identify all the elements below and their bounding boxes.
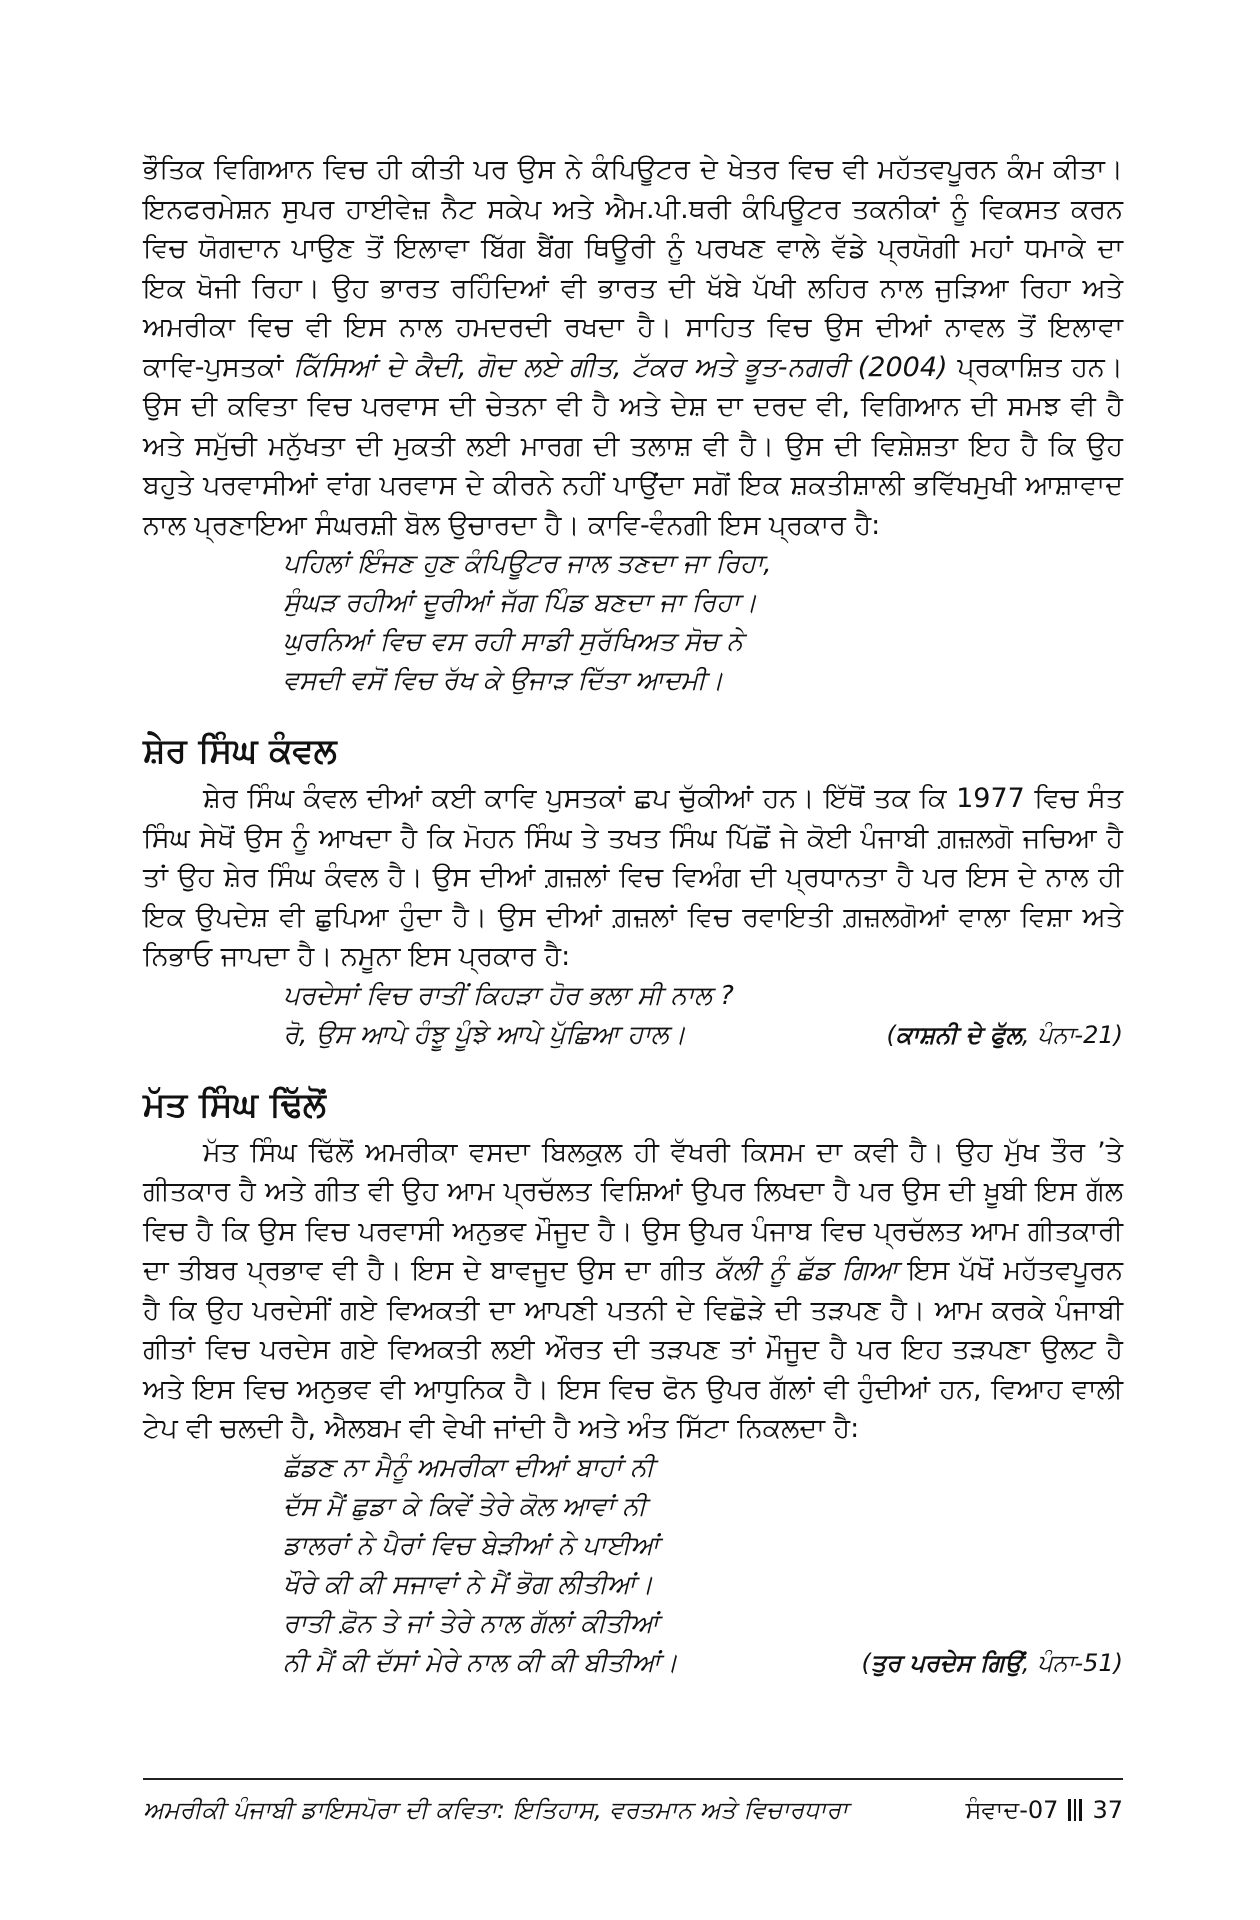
verse-line: ਖੌਰੇ ਕੀ ਕੀ ਸਜਾਵਾਂ ਨੇ ਮੈਂ ਭੋਗ ਲੀਤੀਆਂ। — [283, 1569, 654, 1600]
page-number: 37 — [1092, 1796, 1123, 1824]
footer — [143, 1790, 1123, 1830]
book-titles: ਕਿੱਸਿਆਂ ਦੇ ਕੈਦੀ, ਗੋਦ ਲਏ ਗੀਤ, ਟੱਕਰ ਅਤੇ ਭੂਤ-ਨਗਰੀ (2004) — [292, 351, 948, 383]
footer-right — [965, 1796, 1123, 1824]
verse-line: ਛੱਡਣ ਨਾ ਮੈਨੂੰ ਅਮਰੀਕਾ ਦੀਆਂ ਬਾਹਾਂ ਨੀ — [283, 1452, 655, 1483]
cite-open: ( — [861, 1648, 871, 1677]
cite-page: , ਪੰਨਾ-51) — [1021, 1648, 1123, 1677]
footer-rule — [143, 1778, 1123, 1780]
verse-block-3 — [143, 1449, 1123, 1683]
verse-block-2 — [143, 977, 1123, 1055]
song-title: ਕੱਲੀ ਨੂੰ ਛੱਡ ਗਿਆ — [714, 1255, 899, 1286]
section-heading-sher-singh-kanwal: ਸ਼ੇਰ ਸਿੰਘ ਕੰਵਲ — [143, 731, 337, 771]
citation — [887, 1016, 1123, 1055]
verse-line: ਘੁਰਨਿਆਂ ਵਿਚ ਵਸ ਰਹੀ ਸਾਡੀ ਸੁਰੱਖਿਅਤ ਸੋਚ ਨੇ — [283, 627, 743, 657]
verse-line: ਨੀ ਮੈਂ ਕੀ ਦੱਸਾਂ ਮੇਰੇ ਨਾਲ ਕੀ ਕੀ ਬੀਤੀਆਂ। — [283, 1647, 678, 1678]
section-heading-matt-singh-dhillon: ਮੱਤ ਸਿੰਘ ਢਿੱਲੋਂ — [143, 1084, 326, 1125]
verse-line: ਵਸਦੀ ਵਸੋਂ ਵਿਚ ਰੱਖ ਕੇ ਉਜਾੜ ਦਿੱਤਾ ਆਦਮੀ। — [283, 666, 724, 696]
verse-line: ਰਾਤੀ ਫ਼ੋਨ ਤੇ ਜਾਂ ਤੇਰੇ ਨਾਲ ਗੱਲਾਂ ਕੀਤੀਆਂ — [283, 1608, 659, 1639]
verse-line: ਡਾਲਰਾਂ ਨੇ ਪੈਰਾਂ ਵਿਚ ਬੇੜੀਆਂ ਨੇ ਪਾਈਆਂ — [283, 1530, 659, 1561]
section2-paragraph — [143, 1133, 1123, 1449]
verse-line-with-citation — [283, 1016, 1123, 1055]
intro-paragraph — [143, 150, 1123, 545]
verse-line: ਰੋ, ਉਸ ਆਪੇ ਹੰਝੂ ਪੂੰਝੇ ਆਪੇ ਪੁੱਛਿਆ ਹਾਲ। — [283, 1019, 686, 1050]
verse-line: ਦੱਸ ਮੈਂ ਛੁਡਾ ਕੇ ਕਿਵੇਂ ਤੇਰੇ ਕੋਲ ਆਵਾਂ ਨੀ — [283, 1491, 647, 1522]
section1-paragraph: ਸ਼ੇਰ ਸਿੰਘ ਕੰਵਲ ਦੀਆਂ ਕਈ ਕਾਵਿ ਪੁਸਤਕਾਂ ਛਪ ਚੁੱਕੀਆਂ ਹਨ। ਇੱਥੋਂ ਤਕ ਕਿ 1977 ਵਿਚ ਸੰਤ ਸਿੰਘ ਸੇਖੋਂ ਉਸ ਨੂੰ ਆਖਦਾ ਹੈ ਕਿ ਮੋਹਨ ਸਿੰਘ ਤੇ ਤਖਤ ਸਿੰਘ ਪਿੱਛੋਂ ਜੇ ਕੋਈ ਪੰਜਾਬੀ ਗ਼ਜ਼ਲਗੋ ਜਚਿਆ ਹੈ ਤਾਂ ਉਹ ਸ਼ੇਰ ਸਿੰਘ ਕੰਵਲ ਹੈ। ਉਸ ਦੀਆਂ ਗ਼ਜ਼ਲਾਂ ਵਿਚ ਵਿਅੰਗ ਦੀ ਪ੍ਰਧਾਨਤਾ ਹੈ ਪਰ ਇਸ ਦੇ ਨਾਲ ਹੀ ਇਕ ਉਪਦੇਸ਼ ਵੀ ਛੁਪਿਆ ਹੁੰਦਾ ਹੈ। ਉਸ ਦੀਆਂ ਗ਼ਜ਼ਲਾਂ ਵਿਚ ਰਵਾਇਤੀ ਗ਼ਜ਼ਲਗੋਆਂ ਵਾਲਾ ਵਿਸ਼ਾ ਅਤੇ ਨਿਭਾਓ ਜਾਪਦਾ ਹੈ। ਨਮੂਨਾ ਇਸ ਪ੍ਰਕਾਰ ਹੈ: — [143, 783, 1123, 972]
footer-book-title: ਅਮਰੀਕੀ ਪੰਜਾਬੀ ਡਾਇਸਪੋਰਾ ਦੀ ਕਵਿਤਾ: ਇਤਿਹਾਸ, ਵਰਤਮਾਨ ਅਤੇ ਵਿਚਾਰਧਾਰਾ — [143, 1796, 848, 1824]
text-run: ਮੱਤ ਸਿੰਘ ਢਿੱਲੋਂ ਅਮਰੀਕਾ ਵਸਦਾ ਬਿਲਕੁਲ ਹੀ ਵੱਖਰੀ ਕਿਸਮ ਦਾ ਕਵੀ ਹੈ। ਉਹ ਮੁੱਖ ਤੌਰ ’ਤੇ ਗੀਤਕਾਰ ਹੈ ਅਤੇ ਗੀਤ ਵੀ ਉਹ ਆਮ ਪ੍ਰਚੱਲਤ ਵਿਸ਼ਿਆਂ ਉਪਰ ਲਿਖਦਾ ਹੈ ਪਰ ਉਸ ਦੀ ਖ਼ੂਬੀ ਇਸ ਗੱਲ ਵਿਚ ਹੈ ਕਿ ਉਸ ਵਿਚ ਪਰਵਾਸੀ ਅਨੁਭਵ ਮੌਜੂਦ ਹੈ। ਉਸ ਉਪਰ ਪੰਜਾਬ ਵਿਚ ਪ੍ਰਚੱਲਤ ਆਮ ਗੀਤਕਾਰੀ ਦਾ ਤੀਬਰ ਪ੍ਰਭਾਵ ਵੀ ਹੈ। ਇਸ ਦੇ ਬਾਵਜੂਦ ਉਸ ਦਾ ਗੀਤ — [143, 1136, 1123, 1286]
verse-line-with-citation — [283, 1644, 1123, 1683]
verse-line: ਪਰਦੇਸਾਂ ਵਿਚ ਰਾਤੀਂ ਕਿਹੜਾ ਹੋਰ ਭਲਾ ਸੀ ਨਾਲ ? — [283, 980, 734, 1011]
cite-open: ( — [886, 1020, 896, 1049]
cite-title: ਤੁਰ ਪਰਦੇਸ ਗਿਉਂ — [870, 1648, 1022, 1677]
footer-issue: ਸੰਵਾਦ-07 — [965, 1796, 1059, 1824]
text-run: ਭੌਤਿਕ ਵਿਗਿਆਨ ਵਿਚ ਹੀ ਕੀਤੀ ਪਰ ਉਸ ਨੇ ਕੰਪਿਊਟਰ ਦੇ ਖੇਤਰ ਵਿਚ ਵੀ ਮਹੱਤਵਪੂਰਨ ਕੰਮ ਕੀਤਾ। ਇਨਫਰਮੇਸ਼ਨ ਸੁਪਰ ਹਾਈਵੇਜ਼ ਨੈਟ ਸਕੇਪ ਅਤੇ ਐਮ.ਪੀ.ਥਰੀ ਕੰਪਿਊਟਰ ਤਕਨੀਕਾਂ ਨੂੰ ਵਿਕਸਤ ਕਰਨ ਵਿਚ ਯੋਗਦਾਨ ਪਾਉਣ ਤੋਂ ਇਲਾਵਾ ਬਿੱਗ ਬੈਂਗ ਥਿਊਰੀ ਨੂੰ ਪਰਖਣ ਵਾਲੇ ਵੱਡੇ ਪ੍ਰਯੋਗੀ ਮਹਾਂ ਧਮਾਕੇ ਦਾ ਇਕ ਖੋਜੀ ਰਿਹਾ। ਉਹ ਭਾਰਤ ਰਹਿੰਦਿਆਂ ਵੀ ਭਾਰਤ ਦੀ ਖੱਬੇ ਪੱਖੀ ਲਹਿਰ ਨਾਲ ਜੁੜਿਆ ਰਿਹਾ ਅਤੇ ਅਮਰੀਕਾ ਵਿਚ ਵੀ ਇਸ ਨਾਲ ਹਮਦਰਦੀ ਰਖਦਾ ਹੈ। ਸਾਹਿਤ ਵਿਚ ਉਸ ਦੀਆਂ ਨਾਵਲ ਤੋਂ ਇਲਾਵਾ ਕਾਵਿ-ਪੁਸਤਕਾਂ — [143, 154, 1123, 383]
verse-block-1 — [143, 545, 1123, 701]
text-run: ਇਸ ਪੱਖੋਂ ਮਹੱਤਵਪੂਰਨ ਹੈ ਕਿ ਉਹ ਪਰਦੇਸੀਂ ਗਏ ਵਿਅਕਤੀ ਦਾ ਆਪਣੀ ਪਤਨੀ ਦੇ ਵਿਛੋੜੇ ਦੀ ਤੜਪਣ ਹੈ। ਆਮ ਕਰਕੇ ਪੰਜਾਬੀ ਗੀਤਾਂ ਵਿਚ ਪਰਦੇਸ ਗਏ ਵਿਅਕਤੀ ਲਈ ਔਰਤ ਦੀ ਤੜਪਣ ਤਾਂ ਮੌਜੂਦ ਹੈ ਪਰ ਇਹ ਤੜਪਣਾ ਉਲਟ ਹੈ ਅਤੇ ਇਸ ਵਿਚ ਅਨੁਭਵ ਵੀ ਆਧੁਨਿਕ ਹੈ। ਇਸ ਵਿਚ ਫੋਨ ਉਪਰ ਗੱਲਾਂ ਵੀ ਹੁੰਦੀਆਂ ਹਨ, ਵਿਆਹ ਵਾਲੀ ਟੇਪ ਵੀ ਚਲਦੀ ਹੈ, ਐਲਬਮ ਵੀ ਵੇਖੀ ਜਾਂਦੀ ਹੈ ਅਤੇ ਅੰਤ ਸਿੱਟਾ ਨਿਕਲਦਾ ਹੈ: — [143, 1255, 1124, 1444]
text-run: ਪ੍ਰਕਾਸ਼ਿਤ ਹਨ। ਉਸ ਦੀ ਕਵਿਤਾ ਵਿਚ ਪਰਵਾਸ ਦੀ ਚੇਤਨਾ ਵੀ ਹੈ ਅਤੇ ਦੇਸ਼ ਦਾ ਦਰਦ ਵੀ, ਵਿਗਿਆਨ ਦੀ ਸਮਝ ਵੀ ਹੈ ਅਤੇ ਸਮੁੱਚੀ ਮਨੁੱਖਤਾ ਦੀ ਮੁਕਤੀ ਲਈ ਮਾਰਗ ਦੀ ਤਲਾਸ਼ ਵੀ ਹੈ। ਉਸ ਦੀ ਵਿਸ਼ੇਸ਼ਤਾ ਇਹ ਹੈ ਕਿ ਉਹ ਬਹੁਤੇ ਪਰਵਾਸੀਆਂ ਵਾਂਗ ਪਰਵਾਸ ਦੇ ਕੀਰਨੇ ਨਹੀਂ ਪਾਉਂਦਾ ਸਗੋਂ ਇਕ ਸ਼ਕਤੀਸ਼ਾਲੀ ਭਵਿੱਖਮੁਖੀ ਆਸ਼ਾਵਾਦ ਨਾਲ ਪ੍ਰਣਾਇਆ ਸੰਘਰਸ਼ੀ ਬੋਲ ਉਚਾਰਦਾ ਹੈ। ਕਾਵਿ-ਵੰਨਗੀ ਇਸ ਪ੍ਰਕਾਰ ਹੈ: — [143, 351, 1123, 541]
content — [143, 150, 1123, 1683]
bars-icon — [1068, 1799, 1082, 1821]
cite-title: ਕਾਸ਼ਨੀ ਦੇ ਫੁੱਲ — [895, 1020, 1022, 1049]
cite-page: , ਪੰਨਾ-21) — [1021, 1020, 1123, 1049]
citation — [861, 1644, 1123, 1683]
verse-line: ਪਹਿਲਾਂ ਇੰਜਣ ਹੁਣ ਕੰਪਿਊਟਰ ਜਾਲ ਤਣਦਾ ਜਾ ਰਿਹਾ, — [283, 549, 772, 579]
verse-line: ਸੁੰਘੜ ਰਹੀਆਂ ਦੂਰੀਆਂ ਜੱਗ ਪਿੰਡ ਬਣਦਾ ਜਾ ਰਿਹਾ। — [283, 588, 758, 618]
